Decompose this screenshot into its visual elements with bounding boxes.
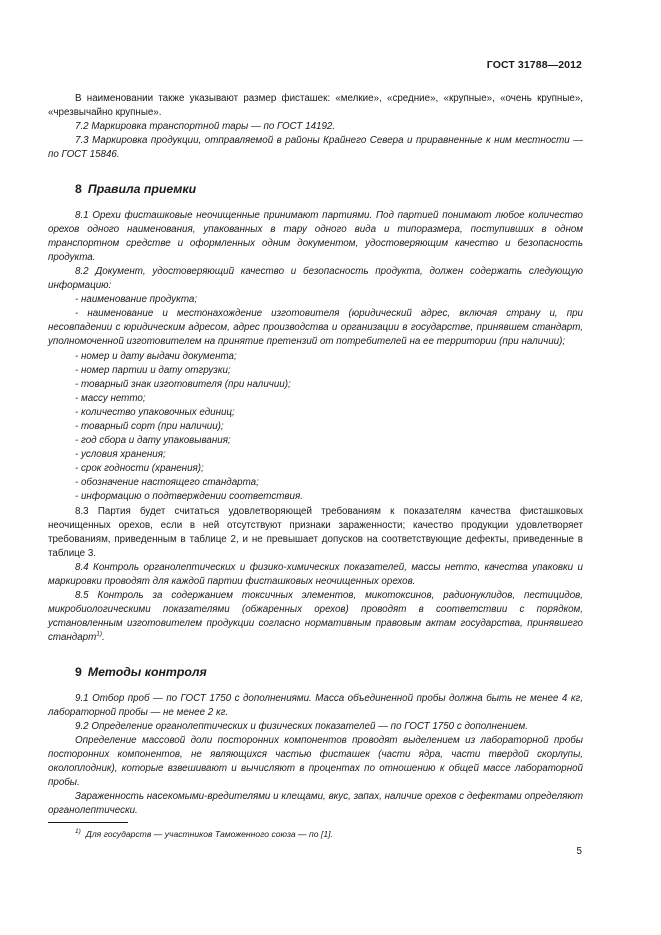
info-list — [48, 293, 583, 504]
list-item: - массу нетто; — [75, 392, 146, 404]
list-item: - наименование и местонахождение изготовителя (юридический адрес, включая страну и, при несовпадении с юридическим адресом, адрес производства и организации в государстве, принявшем стандарт, уполномоченной изготовителем на принятие претензий от потребителей на ее территории (при наличии); — [48, 308, 583, 348]
footnote-divider — [48, 822, 128, 823]
list-item: - товарный сорт (при наличии); — [75, 420, 224, 432]
paragraph-8-4: 8.4 Контроль органолептических и физико-химических показателей, массы нетто, качества упаковки и маркировки проводят для каждой партии фисташковых неочищенных орехов. — [48, 561, 583, 587]
paragraph-8-5-text: 8.5 Контроль за содержанием токсичных элементов, микотоксинов, радионуклидов, пестицидов, микробиологическими показателями (обжаренных орехов) проводят в соответствии с порядком, установленным изготовителем продукции согласно нормативным правовым актам государства, принявшего стандарт — [48, 590, 583, 644]
footnote-text: Для государств — участников Таможенного союза — по [1]. — [85, 829, 333, 839]
list-item: - обозначение настоящего стандарта; — [75, 477, 259, 489]
paragraph-8-5-end: . — [102, 632, 105, 644]
paragraph-9-2-organoleptic: Зараженность насекомыми-вредителями и клещами, вкус, запах, наличие орехов с дефектами определяют органолептически. — [48, 791, 583, 817]
list-item: - информацию о подтверждении соответствия. — [75, 491, 303, 503]
section-9-heading — [48, 665, 583, 679]
section-9-title: Методы контроля — [87, 665, 207, 680]
page-number: 5 — [576, 846, 582, 857]
section-9-number: 9 — [75, 665, 82, 680]
document-header: ГОСТ 31788—2012 — [486, 59, 582, 71]
paragraph-8-3: 8.3 Партия будет считаться удовлетворяющей требованиям к показателям качества фисташковых неочищенных орехов, если в ней отсутствуют признаки зараженности; качество продукции удовлетворяет требованиям, приведенным в таблице 2, и не превышает допусков на соответствующие дефекты, приведенные в таблице 3. — [48, 505, 583, 559]
paragraph-9-1: 9.1 Отбор проб — по ГОСТ 1750 с дополнениями. Масса объединенной пробы должна быть не менее 4 кг, лабораторной пробы — не менее 2 кг. — [48, 692, 583, 718]
list-item: - условия хранения; — [75, 449, 166, 461]
page-body — [48, 92, 583, 818]
section-8-number: 8 — [75, 182, 82, 197]
paragraph-9-2: 9.2 Определение органолептических и физических показателей — по ГОСТ 1750 с дополнением. — [75, 720, 528, 732]
footnote-mark: 1) — [75, 828, 81, 836]
paragraph-9-2-foreign: Определение массовой доли посторонних компонентов проводят выделением из лабораторной пробы посторонних компонентов, не являющихся частью фисташек (части ядра, части твердой скорлупы, околоплодник), которые взвешивают и вычисляют в процентах по отношению к общей массе лабораторной пробы. — [48, 734, 583, 789]
footnote — [75, 829, 333, 839]
intro-paragraph-size: В наименовании также указывают размер фисташек: «мелкие», «средние», «крупные», «очень крупные», «чрезвычайно крупные». — [48, 93, 583, 119]
section-8-title: Правила приемки — [87, 182, 197, 197]
footnote-reference: 1) — [96, 631, 103, 639]
paragraph-8-5 — [48, 589, 583, 645]
paragraph-8-1: 8.1 Орехи фисташковые неочищенные принимают партиями. Под партией понимают любое количество орехов одного наименования, упакованных в тару одного вида и типоразмера, поступивших в одном транспортном средстве и оформленных одним документом, удостоверяющим качество и безопасность продукта. — [48, 209, 583, 263]
list-item: - номер партии и дату отгрузки; — [75, 364, 231, 376]
list-item: - номер и дату выдачи документа; — [75, 350, 237, 362]
section-8-heading — [48, 182, 583, 196]
intro-paragraph-7-3: 7.3 Маркировка продукции, отправляемой в районы Крайнего Севера и приравненные к ним местности — по ГОСТ 15846. — [48, 135, 583, 161]
list-item: - наименование продукта; — [75, 294, 198, 306]
list-item: - количество упаковочных единиц; — [75, 406, 235, 418]
list-item: - срок годности (хранения); — [75, 463, 204, 475]
list-item: - товарный знак изготовителя (при наличии); — [75, 378, 291, 390]
intro-paragraph-7-2: 7.2 Маркировка транспортной тары — по ГОСТ 14192. — [75, 121, 336, 133]
list-item: - год сбора и дату упаковывания; — [75, 435, 231, 447]
paragraph-8-2: 8.2 Документ, удостоверяющий качество и безопасность продукта, должен содержать следующую информацию: — [48, 265, 583, 292]
